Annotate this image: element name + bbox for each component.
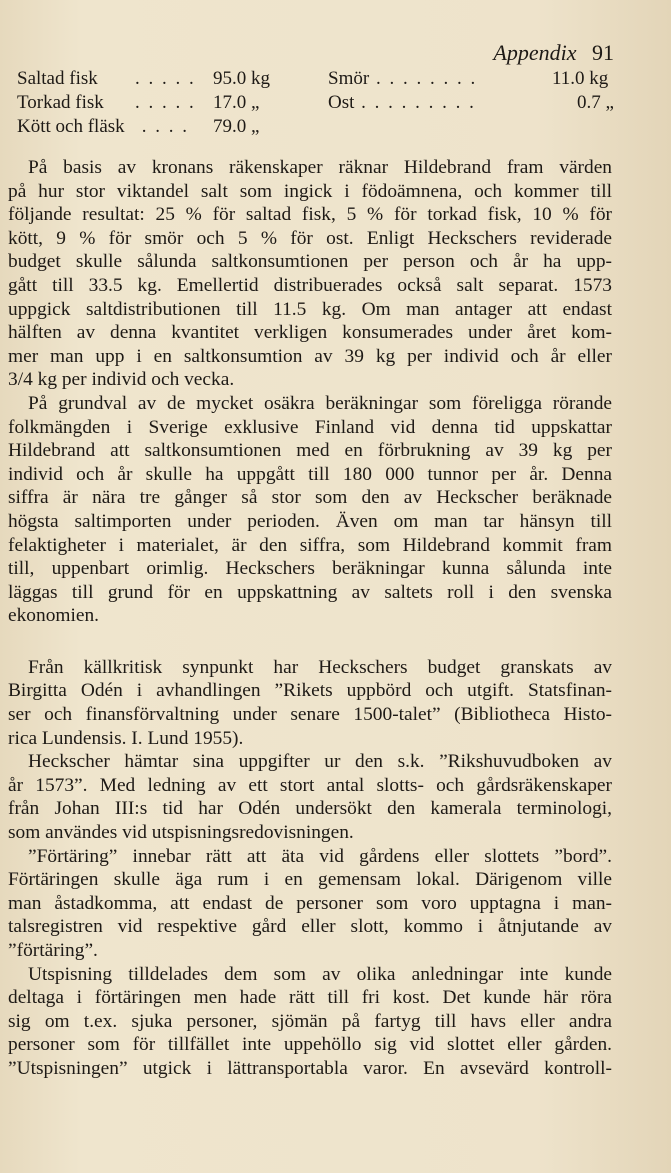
text-line: hälften av denna kvantitet verkligen konsumerades under året kom- — [8, 322, 612, 344]
table-value: 95.0 kg — [213, 68, 270, 89]
text-line: Från källkritisk synpunkt har Heckschers budget granskats av — [28, 656, 612, 678]
text-line: personer som för tillfället inte uppehöllo sig vid slottet eller gården. — [8, 1034, 612, 1056]
text-line: uppgick saltdistributionen till 11.5 kg. Om man antager att endast — [8, 298, 612, 320]
text-line: följande resultat: 25 % för saltad fisk, 5 % för torkad fisk, 10 % för — [8, 204, 612, 226]
section-title: Appendix — [493, 40, 577, 65]
text-line: man åstadkomma, att endast de personer som voro upptagna i man- — [8, 892, 612, 914]
text-line: gått till 33.5 kg. Emellertid distribuerades också salt separat. 1573 — [8, 274, 612, 296]
page-number: 91 — [592, 40, 614, 65]
text-line: individ och år skulle ha uppgått till 180 000 tunnor per år. Denna — [8, 463, 612, 485]
table-label: Smör — [328, 68, 370, 89]
table-label: Ost — [328, 92, 355, 113]
table-value: 0.7 „ — [577, 92, 614, 113]
text-line: högsta saltimporten under perioden. Även om man tar hänsyn till — [8, 510, 612, 532]
table-label: Torkad fisk — [17, 92, 104, 113]
text-line: från Johan III:s tid har Odén undersökt den kamerala terminologi, — [8, 798, 612, 820]
text-line: Förtäringen skulle äga rum i en gemensam lokal. Därigenom ville — [8, 869, 612, 891]
text-line: folkmängden i Sverige exklusive Finland vid denna tid uppskattar — [8, 416, 612, 438]
table-value: 79.0 „ — [213, 116, 260, 137]
text-line: budget skulle sålunda saltkonsumtionen per person och år ha upp- — [8, 251, 612, 273]
text-line: Utspisning tilldelades dem som av olika anledningar inte kunde — [28, 963, 612, 985]
text-line: talsregistren vid respektive gård eller slott, kommo i åtnjutande av — [8, 916, 612, 938]
table-label: Kött och fläsk — [17, 116, 125, 137]
text-line: på hur stor viktandel salt som ingick i födoämnena, och kommer till — [8, 180, 612, 202]
text-line: rica Lundensis. I. Lund 1955). — [8, 727, 244, 749]
table-row: Kött och fläsk . . . . 79.0 „ — [17, 116, 260, 137]
text-line: På grundval av de mycket osäkra beräkningar som föreligga rörande — [28, 392, 612, 414]
table-value: 17.0 „ — [213, 92, 260, 113]
food-table — [17, 68, 627, 140]
text-line: till, uppenbart orimlig. Heckschers beräkningar kunna sålunda inte — [8, 558, 612, 580]
text-line: ”Förtäring” innebar rätt att äta vid gårdens eller slottets ”bord”. — [28, 845, 612, 867]
text-line: kött, 9 % för smör och 5 % för ost. Enligt Heckschers reviderade — [8, 227, 612, 249]
text-line: siffra är nära tre gånger så stor som den av Heckscher beräknade — [8, 487, 612, 509]
text-line: ”Utspisningen” utgick i lättransportabla varor. En avsevärd kontroll- — [8, 1057, 612, 1079]
text-line: Heckscher hämtar sina uppgifter ur den s.k. ”Rikshuvudboken av — [28, 751, 612, 773]
text-line: Hildebrand att saltkonsumtionen med en förbrukning av 39 kg per — [8, 440, 612, 462]
text-line: På basis av kronans räkenskaper räknar Hildebrand fram värden — [28, 157, 612, 178]
running-header — [493, 40, 614, 66]
table-row: Saltad fisk . . . . . 95.0 kg Smör . . . . . . . . 11.0 kg — [17, 68, 609, 89]
table-row: Torkad fisk . . . . . 17.0 „ Ost . . . . . . . . . 0.7 „ — [17, 92, 614, 113]
table-value: 11.0 kg — [552, 68, 609, 89]
text-line: ”förtäring”. — [8, 940, 98, 961]
text-line: Birgitta Odén i avhandlingen ”Rikets uppbörd och utgift. Statsfinan- — [8, 680, 612, 702]
text-line: som användes vid utspisningsredovisningen. — [8, 822, 354, 844]
text-line: 3/4 kg per individ och vecka. — [8, 369, 235, 391]
text-line: sig om t.ex. sjuka personer, sjömän på fartyg till havs eller andra — [8, 1010, 612, 1032]
body-text — [8, 156, 612, 1081]
text-line: deltaga i förtäringen men hade rätt till fri kost. Det kunde här röra — [8, 987, 612, 1009]
text-line: ekonomien. — [8, 605, 100, 627]
text-line: felaktigheter i materialet, är den siffra, som Hildebrand kommit fram — [8, 534, 612, 556]
table-label: Saltad fisk — [17, 68, 98, 89]
text-line: läggas till grund för en uppskattning av saltets roll i den svenska — [8, 581, 612, 603]
text-line: mer man upp i en saltkonsumtion av 39 kg per individ och år eller — [8, 345, 612, 367]
text-line: år 1573”. Med ledning av ett stort antal slotts- och gårdsräkenskaper — [8, 774, 612, 796]
text-line: ser och finansförvaltning under senare 1500-talet” (Bibliotheca Histo- — [8, 704, 612, 726]
